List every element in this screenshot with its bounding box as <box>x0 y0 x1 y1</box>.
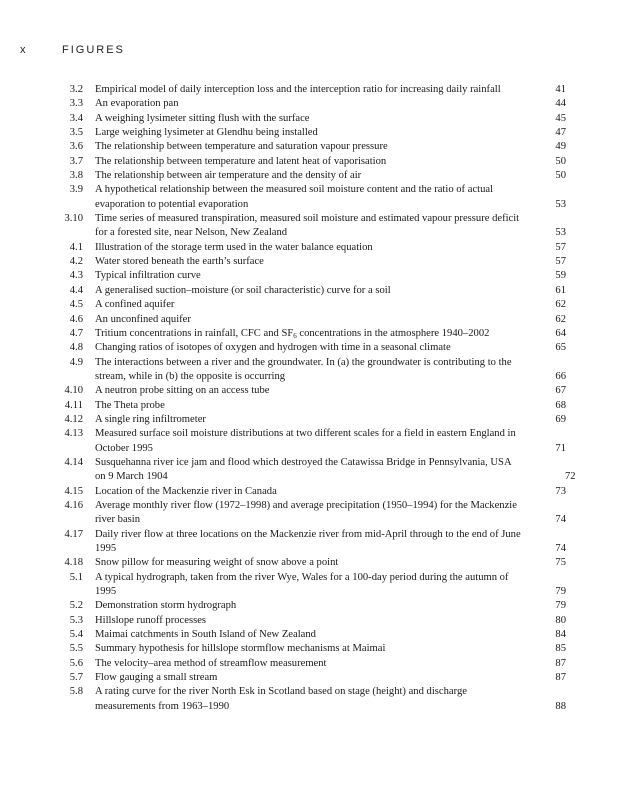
list-item <box>50 341 566 355</box>
page-number: 80 <box>555 614 566 626</box>
figure-number: 3.10 <box>64 213 83 225</box>
figure-number: 4.4 <box>69 284 83 296</box>
figure-number: 4.15 <box>64 485 83 497</box>
list-item <box>50 628 566 642</box>
figure-number: 3.3 <box>69 98 83 110</box>
figure-title: The velocity–area method of streamflow measurement <box>95 657 327 669</box>
list-item <box>50 685 566 714</box>
figure-number: 4.18 <box>64 557 83 569</box>
figure-title: Illustration of the storage term used in the water balance equation <box>95 241 373 253</box>
figure-number: 4.14 <box>64 456 83 468</box>
page-numeral: x <box>20 44 28 56</box>
list-item <box>50 427 566 456</box>
page-number: 85 <box>555 643 566 655</box>
figure-number: 4.12 <box>64 413 83 425</box>
figure-number: 5.1 <box>69 571 83 583</box>
figure-title: Large weighing lysimeter at Glendhu being installed <box>95 127 318 139</box>
page-number: 41 <box>555 84 566 95</box>
figure-title: The interactions between a river and the groundwater. In (a) the groundwater is contributing to the stream, while in (b) the opposite is occurring <box>95 356 512 382</box>
figure-number: 4.10 <box>64 385 83 397</box>
figure-title: The relationship between air temperature and the density of air <box>95 170 362 182</box>
page-header <box>20 44 125 56</box>
figure-number: 3.2 <box>69 84 83 95</box>
list-item <box>50 126 566 140</box>
figure-title: A single ring infiltrometer <box>95 413 206 425</box>
figure-number: 3.8 <box>69 170 83 182</box>
list-item <box>50 528 566 557</box>
page-number: 66 <box>555 370 566 382</box>
figure-title: A rating curve for the river North Esk in Scotland based on stage (height) and discharge measurements from 1963–1990 <box>95 686 467 712</box>
page-number: 87 <box>555 657 566 669</box>
section-title: FIGURES <box>62 44 125 56</box>
page-number: 49 <box>555 141 566 153</box>
page-number: 44 <box>555 98 566 110</box>
list-item <box>50 284 566 298</box>
figure-title: Location of the Mackenzie river in Canada <box>95 485 277 497</box>
page-number: 79 <box>555 586 566 598</box>
figure-title <box>95 327 547 341</box>
page-number: 57 <box>555 256 566 268</box>
page-number: 65 <box>555 342 566 354</box>
figure-title: An evaporation pan <box>95 98 179 110</box>
figure-number: 5.4 <box>69 629 83 641</box>
figure-title: Maimai catchments in South Island of New Zealand <box>95 629 316 641</box>
figure-number: 3.7 <box>69 155 83 167</box>
list-item <box>50 112 566 126</box>
page-number: 53 <box>555 227 566 239</box>
page-number: 73 <box>555 485 566 497</box>
figure-title: Time series of measured transpiration, measured soil moisture and estimated vapour pressure deficit for a forested site, near Nelson, New Zealand <box>95 213 520 239</box>
figure-number: 4.7 <box>69 327 83 339</box>
page-number: 47 <box>555 127 566 139</box>
list-item <box>50 642 566 656</box>
page-number: 68 <box>555 399 566 411</box>
page-number: 53 <box>555 198 566 210</box>
page-number: 62 <box>555 299 566 311</box>
list-item <box>50 571 566 600</box>
list-item <box>50 298 566 312</box>
figure-title: A neutron probe sitting on an access tube <box>95 385 270 397</box>
list-item <box>50 384 566 398</box>
figure-number: 4.17 <box>64 528 83 540</box>
figure-number: 4.1 <box>69 241 83 253</box>
figure-number: 5.5 <box>69 643 83 655</box>
figure-number: 4.3 <box>69 270 83 282</box>
figure-number: 3.9 <box>69 184 83 196</box>
page-number: 88 <box>555 700 566 712</box>
page-number: 45 <box>555 112 566 124</box>
figure-number: 4.11 <box>64 399 83 411</box>
figure-title: The Theta probe <box>95 399 165 411</box>
figure-number: 4.13 <box>64 428 83 440</box>
figure-list <box>50 83 576 714</box>
list-item <box>50 556 566 570</box>
page-number: 69 <box>555 413 566 425</box>
page-number: 87 <box>555 672 566 684</box>
figure-title: Water stored beneath the earth’s surface <box>95 256 264 268</box>
figure-number: 4.6 <box>69 313 83 325</box>
list-item <box>50 499 566 528</box>
list-item <box>50 413 566 427</box>
figure-number: 5.7 <box>69 672 83 684</box>
title-text: Tritium concentrations in rainfall, CFC and SF <box>95 327 294 339</box>
list-item <box>50 671 566 685</box>
title-text: concentrations in the atmosphere 1940–2002 <box>296 327 490 339</box>
figure-number: 4.5 <box>69 299 83 311</box>
page-number: 59 <box>555 270 566 282</box>
figure-title: A generalised suction–moisture (or soil characteristic) curve for a soil <box>95 284 391 296</box>
figure-title: Flow gauging a small stream <box>95 672 218 684</box>
figure-title: Typical infiltration curve <box>95 270 201 282</box>
page-number: 61 <box>555 284 566 296</box>
list-item <box>50 212 566 241</box>
list-item <box>50 83 566 97</box>
figure-title: Measured surface soil moisture distributions at two different scales for a field in eastern England in October 1995 <box>95 428 516 454</box>
figure-title: A hypothetical relationship between the measured soil moisture content and the ratio of actual evaporation to potential evaporation <box>95 184 494 210</box>
list-item <box>50 485 566 499</box>
page-number: 57 <box>555 241 566 253</box>
figure-number: 4.8 <box>69 342 83 354</box>
figure-title: A confined aquifer <box>95 299 175 311</box>
figure-number: 3.6 <box>69 141 83 153</box>
page-number: 50 <box>555 170 566 182</box>
figure-title: Summary hypothesis for hillslope stormflow mechanisms at Maimai <box>95 643 386 655</box>
list-item <box>50 169 566 183</box>
list-item <box>50 269 566 283</box>
page-number: 72 <box>565 471 576 483</box>
figure-title: Average monthly river flow (1972–1998) and average precipitation (1950–1994) for the Mackenzie river basin <box>95 499 517 526</box>
page-number: 62 <box>555 313 566 325</box>
subscript-text: 6 <box>293 331 297 340</box>
figure-title: Snow pillow for measuring weight of snow above a point <box>95 557 339 569</box>
figure-title: Hillslope runoff processes <box>95 614 207 626</box>
list-item <box>50 657 566 671</box>
figure-number: 5.6 <box>69 657 83 669</box>
page-number: 71 <box>555 442 566 454</box>
list-item <box>50 97 566 111</box>
list-item <box>50 456 576 485</box>
figure-title: Changing ratios of isotopes of oxygen and hydrogen with time in a seasonal climate <box>95 342 451 354</box>
list-item <box>50 327 566 341</box>
list-item <box>50 241 566 255</box>
figure-title: A typical hydrograph, taken from the river Wye, Wales for a 100-day period during the autumn of 1995 <box>95 571 509 598</box>
page-number: 67 <box>555 385 566 397</box>
figure-number: 4.2 <box>69 256 83 268</box>
figure-number: 4.9 <box>69 356 83 368</box>
figure-number: 5.3 <box>69 614 83 626</box>
page-number: 74 <box>555 514 566 526</box>
figure-title: Daily river flow at three locations on the Mackenzie river from mid-April through to the end of June 1995 <box>95 528 521 554</box>
figure-title: The relationship between temperature and saturation vapour pressure <box>95 141 388 153</box>
figure-number: 5.8 <box>69 686 83 698</box>
list-item <box>50 356 566 385</box>
page-number: 84 <box>555 629 566 641</box>
page-number: 79 <box>555 600 566 612</box>
figure-title: A weighing lysimeter sitting flush with the surface <box>95 112 310 124</box>
figure-title: Empirical model of daily interception loss and the interception ratio for increasing daily rainfall <box>95 84 501 95</box>
page-number: 75 <box>555 557 566 569</box>
list-item <box>50 599 566 613</box>
figure-title: An unconfined aquifer <box>95 313 191 325</box>
list-item <box>50 399 566 413</box>
figure-number: 5.2 <box>69 600 83 612</box>
list-item <box>50 255 566 269</box>
figure-number: 4.16 <box>64 499 83 511</box>
page-number: 50 <box>555 155 566 167</box>
list-item <box>50 183 566 212</box>
page-number: 64 <box>555 327 566 339</box>
page-number: 74 <box>555 543 566 554</box>
figure-number: 3.5 <box>69 127 83 139</box>
list-item <box>50 313 566 327</box>
list-item <box>50 614 566 628</box>
figure-number: 3.4 <box>69 112 83 124</box>
list-item <box>50 140 566 154</box>
figure-title: The relationship between temperature and latent heat of vaporisation <box>95 155 387 167</box>
figure-title: Demonstration storm hydrograph <box>95 600 237 612</box>
list-item <box>50 155 566 169</box>
figure-title: Susquehanna river ice jam and flood which destroyed the Catawissa Bridge in Pennsylvania, USA on 9 March 1904 <box>95 456 512 483</box>
